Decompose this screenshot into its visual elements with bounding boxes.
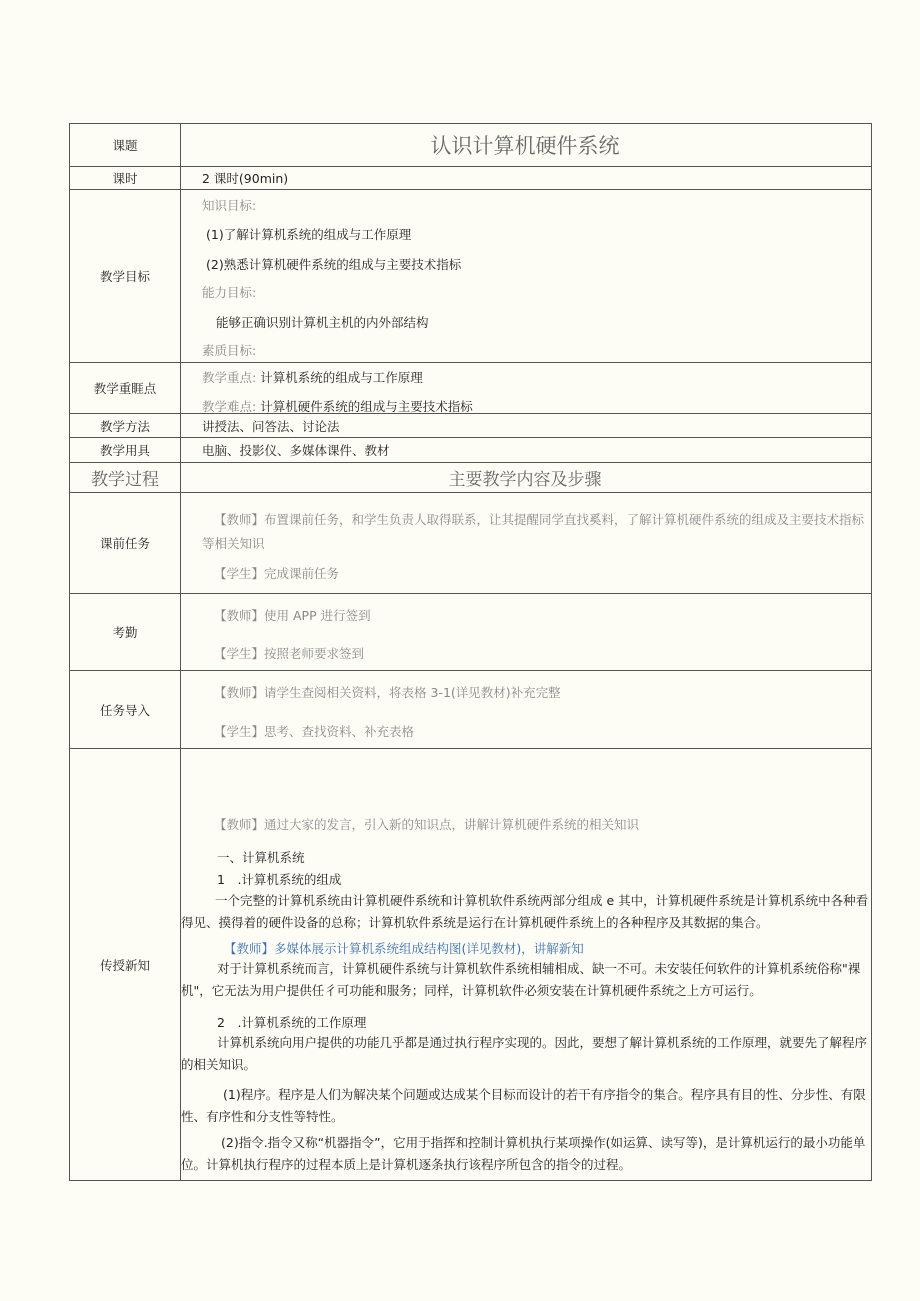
pre-task-teacher: 【教师】布置课前任务，和学生负责人取得联系，让其提醒同学直找奚料，了解计算机硬件系统的组成及主要技术指标等相关知识: [202, 512, 865, 551]
paragraph-6: (2)指令.指令又称“机器指令”，它用于指挥和控制计算机执行某项操作(如运算、读写等)，是计算机运行的最小功能单位。计算机执行程序的过程本质上是计算机逐条执行该程序所包含的指令的过程。: [181, 1135, 866, 1172]
intro-student: 【学生】思考、查找资料、补充表格: [214, 724, 415, 739]
attendance-teacher: 【教师】使用 APP 进行签到: [214, 608, 371, 623]
keypoints-label: 教学重睚点: [70, 363, 181, 414]
process-header-left: 教学过程: [70, 463, 181, 493]
topic-title: 认识计算机硬件系统: [430, 134, 620, 158]
hours-value: 2 课时(90min): [181, 167, 872, 190]
topic-label: 课题: [70, 124, 181, 167]
subsection-heading-2: 2 .计算机系统的工作原理: [217, 1015, 367, 1030]
attendance-student: 【学生】按照老师要求签到: [214, 646, 365, 661]
difficulty-value: 计算机硬件系统的组成与主要技术指标: [260, 399, 473, 413]
tools-label: 教学用具: [70, 438, 181, 463]
difficulty-title: 教学难点:: [202, 399, 257, 413]
objectives-label: 教学目标: [70, 190, 181, 363]
pre-task-student: 【学生】完成课前任务: [214, 566, 340, 581]
row-process-header: [70, 463, 872, 493]
hours-label: 课时: [70, 167, 181, 190]
knowledge-item-2: (2)熟悉计算机硬件系统的组成与主要技术指标: [206, 257, 462, 272]
knowledge-item-1: (1)了解计算机系统的组成与工作原理: [206, 227, 412, 242]
row-new-knowledge: [70, 749, 872, 1181]
process-header-right: 主要教学内容及步骤: [181, 463, 872, 493]
row-attendance: [70, 594, 872, 671]
row-hours: [70, 167, 872, 190]
paragraph-1: 一个完整的计算机系统由计算机硬件系统和计算机软件系统两部分组成 e 其中，计算机硬件系统是计算机系统中各种看得见、摸得着的硬件设备的总称；计算机软件系统是运行在计算机硬件系统上的各种程序及其数据的集合。: [181, 893, 869, 930]
row-objectives: [70, 190, 872, 363]
quality-title: 素质目标:: [202, 343, 257, 358]
methods-label: 教学方法: [70, 414, 181, 438]
intro-label: 任务导入: [70, 671, 181, 749]
key-value: 计算机系统的组成与工作原理: [260, 370, 423, 385]
ability-item-1: 能够正确识别计算机主机的内外部结构: [216, 315, 429, 330]
intro-teacher: 【教师】请学生查阅相关资料，将表格 3-1(详见教材)补充完整: [214, 685, 561, 700]
pre-task-label: 课前任务: [70, 493, 181, 594]
attendance-label: 考勤: [70, 594, 181, 671]
row-pre-task: [70, 493, 872, 594]
lesson-plan-table: [69, 123, 872, 1181]
paragraph-2: 【教师】多媒体展示计算机系统组成结构图(详见教材)，讲解新知: [224, 941, 584, 956]
knowledge-title: 知识目标:: [202, 198, 257, 213]
row-intro: [70, 671, 872, 749]
ability-title: 能力目标:: [202, 285, 257, 300]
new-knowledge-teacher: 【教师】通过大家的发言，引入新的知识点，讲解计算机硬件系统的相关知识: [214, 817, 640, 832]
new-knowledge-label: 传授新知: [70, 749, 181, 1181]
row-tools: [70, 438, 872, 463]
subsection-heading-1: 1 .计算机系统的组成: [217, 872, 342, 887]
paragraph-5: (1)程序。程序是人们为解决某个问题或达成某个目标而设计的若干有序指令的集合。程序具有目的性、分步性、有限性、有序性和分支性等特性。: [181, 1087, 866, 1124]
section-heading-1: 一、计算机系统: [217, 850, 305, 865]
tools-value: 电脑、投影仪、多媒体课件、教材: [181, 438, 872, 463]
row-topic: [70, 124, 872, 167]
paragraph-3: 对于计算机系统而言，计算机硬件系统与计算机软件系统相辅相成、缺一不可。未安装任何软件的计算机系统俗称"裸机"，它无法为用户提供任彳可功能和服务；同样，计算机软件必须安装在计算机硬件系统之上方可运行。: [181, 961, 861, 998]
paragraph-4: 计算机系统向用户提供的功能几乎都是通过执行程序实现的。因此，要想了解计算机系统的工作原理，就要先了解程序的相关知识。: [181, 1035, 868, 1072]
methods-value: 讲授法、问答法、讨论法: [181, 414, 872, 438]
row-methods: [70, 414, 872, 438]
row-keypoints: [70, 363, 872, 414]
key-title: 教学重点:: [202, 370, 257, 385]
